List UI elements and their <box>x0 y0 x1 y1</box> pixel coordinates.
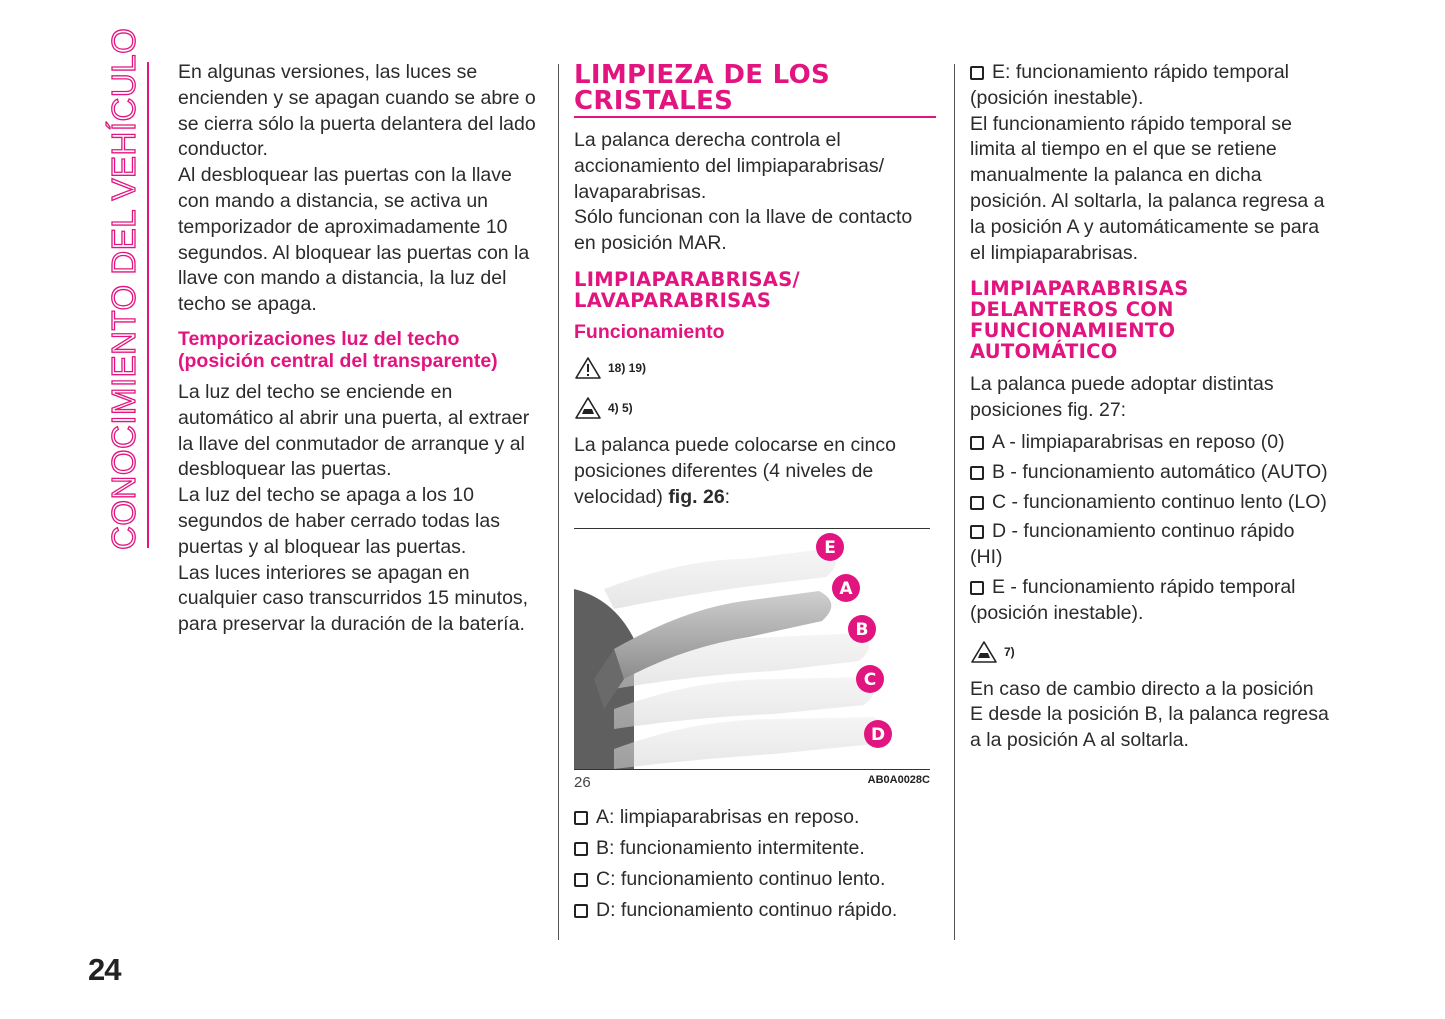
checkbox-bullet-icon <box>970 525 984 539</box>
position-list <box>574 805 936 923</box>
figure-caption <box>574 774 930 791</box>
paragraph: Las luces interiores se apagan en cualquier caso transcurridos 15 minutos, para preservar la duración de la batería. <box>178 561 529 636</box>
paragraph: Al desbloquear las puertas con la llave con mando a distancia, se activa un temporizador de aproximadamente 10 segundos. Al bloquear las puertas con la llave con mando a distancia, la luz del techo se apaga. <box>178 164 530 316</box>
section-title-text: CONOCIMIENTO DEL VEHÍCULO <box>105 27 142 550</box>
checkbox-bullet-icon <box>970 436 984 450</box>
paragraph: La luz del techo se apaga a los 10 segundos de haber cerrado todas las puertas y al bloquear las puertas. <box>178 484 500 558</box>
column-1 <box>178 60 546 638</box>
position-label-d: D <box>870 725 886 746</box>
warning-triangle-icon <box>574 356 602 380</box>
subheading: Temporizaciones luz del techo (posición central del transparente) <box>178 327 498 372</box>
list-item: D - funcionamiento continuo rápido (HI) <box>970 520 1295 569</box>
section-heading: LIMPIEZA DE LOS CRISTALES <box>574 62 936 118</box>
paragraph: La palanca derecha controla el accionamiento del limpiaparabrisas/ lavaparabrisas. <box>574 129 884 203</box>
column-2 <box>574 60 936 929</box>
list-item: C - funcionamiento continuo lento (LO) <box>970 490 1330 516</box>
figure-reference[interactable]: fig. 26 <box>668 485 725 508</box>
figure-wiper-lever <box>574 528 930 791</box>
checkbox-bullet-icon <box>970 581 984 595</box>
checkbox-bullet-icon <box>574 873 588 887</box>
caution-reference <box>970 637 1330 667</box>
section-title-vertical <box>104 27 144 550</box>
position-list <box>970 430 1330 627</box>
car-warning-icon <box>970 640 998 664</box>
paragraph: En algunas versiones, las luces se encienden y se apagan cuando se abre o se cierra sólo la puerta delantera del lado conductor. <box>178 61 536 161</box>
subsection-heading: LIMPIAPARABRISAS DELANTEROS CON FUNCIONAMIENTO AUTOMÁTICO <box>970 277 1189 364</box>
checkbox-bullet-icon <box>970 496 984 510</box>
caution-reference <box>574 393 936 423</box>
column-divider <box>558 64 559 940</box>
position-label-e: E <box>824 538 836 559</box>
subsection-heading: LIMPIAPARABRISAS/ LAVAPARABRISAS <box>574 267 800 312</box>
column-3 <box>970 60 1330 754</box>
list-item: A: limpiaparabrisas en reposo. <box>574 805 936 831</box>
paragraph: La luz del techo se enciende en automático al abrir una puerta, al extraer la llave del conmutador de arranque y al desbloquear las puertas. <box>178 380 530 481</box>
paragraph: Sólo funcionan con la llave de contacto en posición MAR. <box>574 206 913 255</box>
list-item: C: funcionamiento continuo lento. <box>574 867 936 893</box>
column-divider <box>954 64 955 940</box>
list-item: E: funcionamiento rápido temporal (posición inestable). <box>970 61 1290 109</box>
warning-reference <box>574 353 936 383</box>
paragraph: La palanca puede adoptar distintas posiciones fig. 27: <box>970 373 1274 422</box>
car-warning-icon <box>574 396 602 420</box>
subheading: Funcionamiento <box>574 320 725 343</box>
checkbox-bullet-icon <box>970 66 984 80</box>
paragraph: En caso de cambio directo a la posición E desde la posición B, la palanca regresa a la posición A al soltarla. <box>970 677 1329 752</box>
paragraph: El funcionamiento rápido temporal se limita al tiempo en el que se retiene manualmente la palanca en dicha posición. Al soltarla, la palanca regresa a la posición A y automáticamente se para el limpiaparabrisas. <box>970 112 1325 264</box>
figure-image <box>574 528 930 770</box>
list-item: E - funcionamiento rápido temporal (posición inestable). <box>970 575 1296 624</box>
sidebar-divider <box>147 62 149 548</box>
checkbox-bullet-icon <box>574 842 588 856</box>
figure-number: 26 <box>574 774 591 792</box>
warning-refs: 18) 19) <box>608 360 647 375</box>
checkbox-bullet-icon <box>574 811 588 825</box>
figure-code: AB0A0028C <box>867 774 930 787</box>
position-label-c: C <box>863 670 877 691</box>
caution-refs: 4) 5) <box>608 400 633 415</box>
position-label-a: A <box>839 579 853 600</box>
list-item: B - funcionamiento automático (AUTO) <box>970 460 1330 486</box>
list-item: D: funcionamiento continuo rápido. <box>574 898 936 924</box>
checkbox-bullet-icon <box>970 466 984 480</box>
wiper-lever-illustration <box>574 529 930 769</box>
list-item: B: funcionamiento intermitente. <box>574 836 936 862</box>
page-number: 24 <box>88 952 121 987</box>
position-label-b: B <box>855 620 869 641</box>
caution-refs: 7) <box>1004 644 1015 659</box>
checkbox-bullet-icon <box>574 904 588 918</box>
list-item: A - limpiaparabrisas en reposo (0) <box>970 430 1330 456</box>
paragraph: La palanca puede colocarse en cinco posiciones diferentes (4 niveles de velocidad) fig. 26: <box>574 433 896 508</box>
